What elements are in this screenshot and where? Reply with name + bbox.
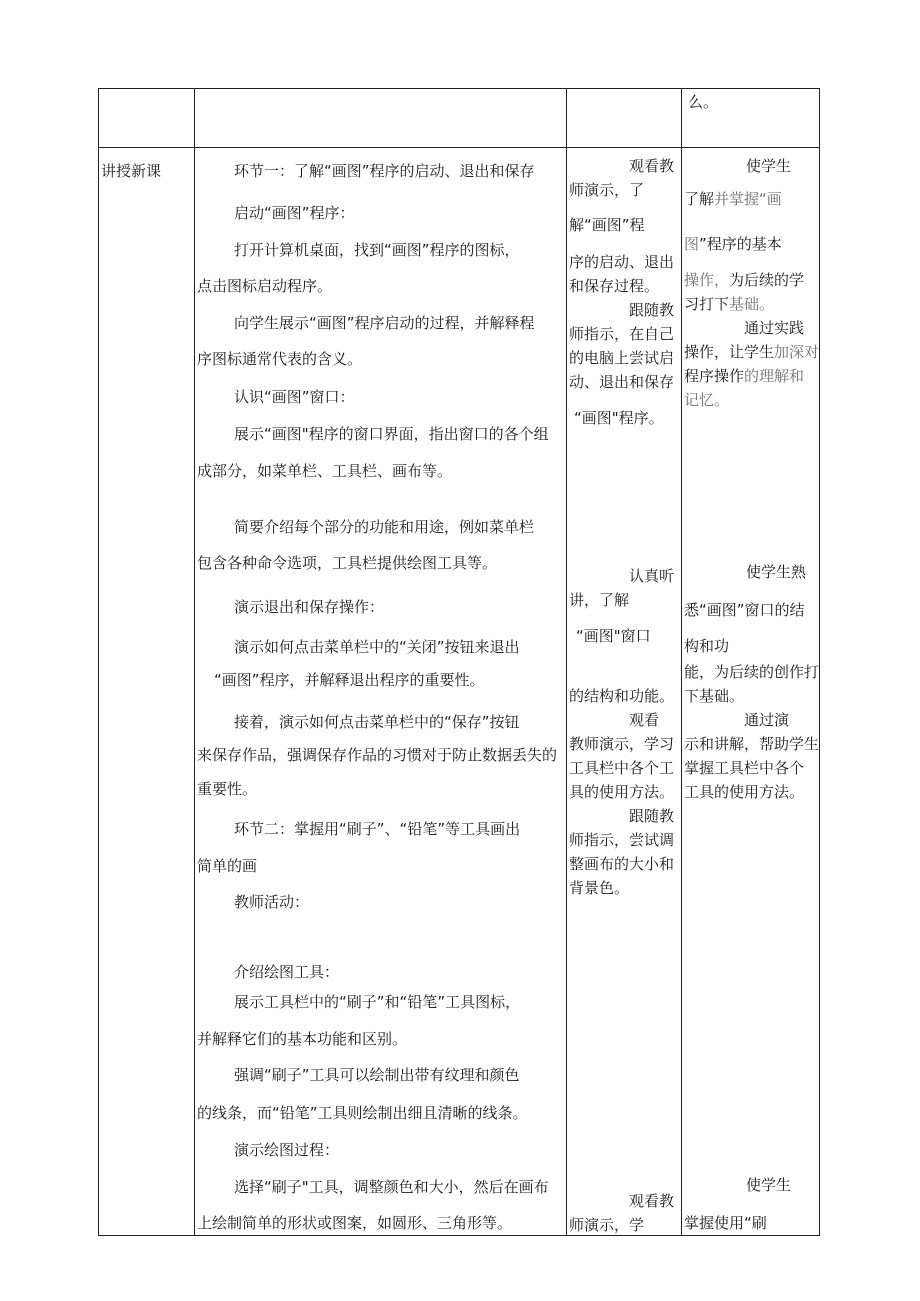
text-line: 工具栏中各个工 — [569, 759, 675, 777]
text-span: 为后续的学 — [729, 271, 805, 289]
text-line: 工具的使用方法。 — [684, 783, 805, 801]
text-line: 跟随教 — [629, 301, 675, 319]
row1-col4-text: 么。 — [688, 93, 719, 111]
text-line: “画图"程序。 — [574, 409, 664, 427]
text-span: 加深对 — [774, 343, 820, 361]
text-line — [684, 366, 804, 386]
text-line: 向学生展示“画图”程序启动的过程，并解释程 — [234, 314, 535, 332]
text-line: 重要性。 — [197, 780, 258, 798]
row-divider — [98, 147, 820, 148]
text-line — [684, 342, 819, 362]
text-line: 认真听 — [629, 567, 675, 585]
text-span: 程序操作 — [684, 367, 745, 385]
text-line — [684, 189, 782, 209]
text-span: 图 — [684, 235, 700, 253]
text-line: 整画布的大小和 — [569, 855, 675, 873]
text-line: 观看教 — [629, 157, 675, 175]
text-line: 师指示，在自己 — [569, 325, 675, 343]
text-span: 操作，让学生 — [684, 343, 775, 361]
text-line: 解“画图”程 — [569, 216, 645, 234]
text-line: 强调“刷子”工具可以绘制出带有纹理和颜色 — [234, 1066, 520, 1084]
text-line: 使学生 — [746, 1176, 792, 1194]
text-line: 下基础。 — [684, 687, 745, 705]
text-span: 了解 — [684, 190, 715, 208]
text-line: 构和功 — [684, 637, 730, 655]
text-line: “画图"窗口 — [576, 627, 651, 645]
text-line: 选择“刷子"工具，调整颜色和大小，然后在画布 — [234, 1178, 549, 1196]
text-line: 简要介绍每个部分的功能和用途，例如菜单栏 — [234, 518, 535, 536]
text-line: 打开计算机桌面，找到“画图”程序的图标， — [234, 241, 520, 259]
text-span: 并掌握“画 — [714, 190, 782, 208]
text-line: 背景色。 — [569, 879, 630, 897]
text-line: 序的启动、退出 — [569, 253, 675, 271]
text-span: 的理解和 — [744, 367, 805, 385]
text-line: 启动“画图”程序： — [234, 204, 355, 222]
text-line: 跟随教 — [629, 807, 675, 825]
text-line: 教师演示，学习 — [569, 735, 675, 753]
text-line: “画图”程序，并解释退出程序的重要性。 — [214, 671, 485, 689]
text-line: 环节二：掌握用“刷子”、“铅笔”等工具画出 — [234, 820, 521, 838]
text-line: 展示“画图"程序的窗口界面，指出窗口的各个组 — [234, 425, 549, 443]
text-line: 环节一：了解“画图”程序的启动、退出和保存 — [234, 162, 535, 180]
text-line: 序图标通常代表的含义。 — [197, 350, 363, 368]
text-line: 展示工具栏中的“刷子”和“铅笔”工具图标， — [234, 993, 521, 1011]
text-line: 简单的画 — [197, 857, 258, 875]
text-span: 基础。 — [729, 295, 775, 313]
text-line: 的结构和功能。 — [569, 687, 675, 705]
text-line: 的电脑上尝试启 — [569, 349, 675, 367]
text-line: 成部分，如菜单栏、工具栏、画布等。 — [197, 462, 453, 480]
text-span: 习打下 — [684, 295, 730, 313]
text-line: 观看 — [629, 711, 660, 729]
text-line: 讲，了解 — [569, 591, 630, 609]
text-line: 使学生熟 — [746, 563, 807, 581]
text-line: 师指示，尝试调 — [569, 831, 675, 849]
text-line: 示和讲解，帮助学生 — [684, 735, 820, 753]
text-line: 演示如何点击菜单栏中的“关闭”按钮来退出 — [234, 638, 520, 656]
text-line: 使学生 — [746, 157, 792, 175]
text-line: 观看教 — [629, 1192, 675, 1210]
text-line — [684, 294, 774, 314]
text-span: ”程序的基本 — [699, 235, 782, 253]
text-line — [684, 234, 782, 254]
text-line: 的线条，而“铅笔”工具则绘制出细且清晰的线条。 — [197, 1104, 528, 1122]
text-line: 点击图标启动程序。 — [197, 277, 333, 295]
text-line: 记忆。 — [684, 391, 730, 409]
column-divider — [194, 88, 195, 1236]
text-line: 演示绘图过程： — [234, 1141, 340, 1159]
text-line: 来保存作品，强调保存作品的习惯对于防止数据丢失的 — [197, 746, 558, 764]
section-label: 讲授新课 — [101, 162, 162, 180]
text-line: 认识“画图”窗口： — [234, 388, 355, 406]
text-line: 介绍绘图工具： — [234, 963, 340, 981]
text-line: 演示退出和保存操作： — [234, 598, 385, 616]
text-line: 通过实践 — [744, 319, 805, 337]
text-line: 悉“画图”窗口的结 — [684, 601, 805, 619]
text-line: 师演示，学 — [569, 1216, 645, 1234]
column-divider — [681, 88, 682, 1236]
text-line: 通过演 — [744, 711, 790, 729]
text-line — [684, 270, 804, 290]
text-span: 操作， — [684, 271, 730, 289]
text-line: 教师活动： — [234, 893, 310, 911]
text-line: 动、退出和保存 — [569, 373, 675, 391]
text-line: 掌握使用“刷 — [684, 1214, 767, 1232]
text-line: 和保存过程。 — [569, 277, 660, 295]
text-line: 师演示，了 — [569, 181, 645, 199]
text-line: 具的使用方法。 — [569, 783, 675, 801]
text-line: 包含各种命令选项，工具栏提供绘图工具等。 — [197, 554, 498, 572]
text-line: 并解释它们的基本功能和区别。 — [197, 1030, 408, 1048]
text-line: 能，为后续的创作打 — [684, 663, 820, 681]
text-line: 掌握工具栏中各个 — [684, 759, 805, 777]
text-line: 接着，演示如何点击菜单栏中的“保存”按钮 — [234, 713, 520, 731]
text-line: 上绘制简单的形状或图案，如圆形、三角形等。 — [197, 1214, 513, 1232]
column-divider — [566, 88, 567, 1236]
